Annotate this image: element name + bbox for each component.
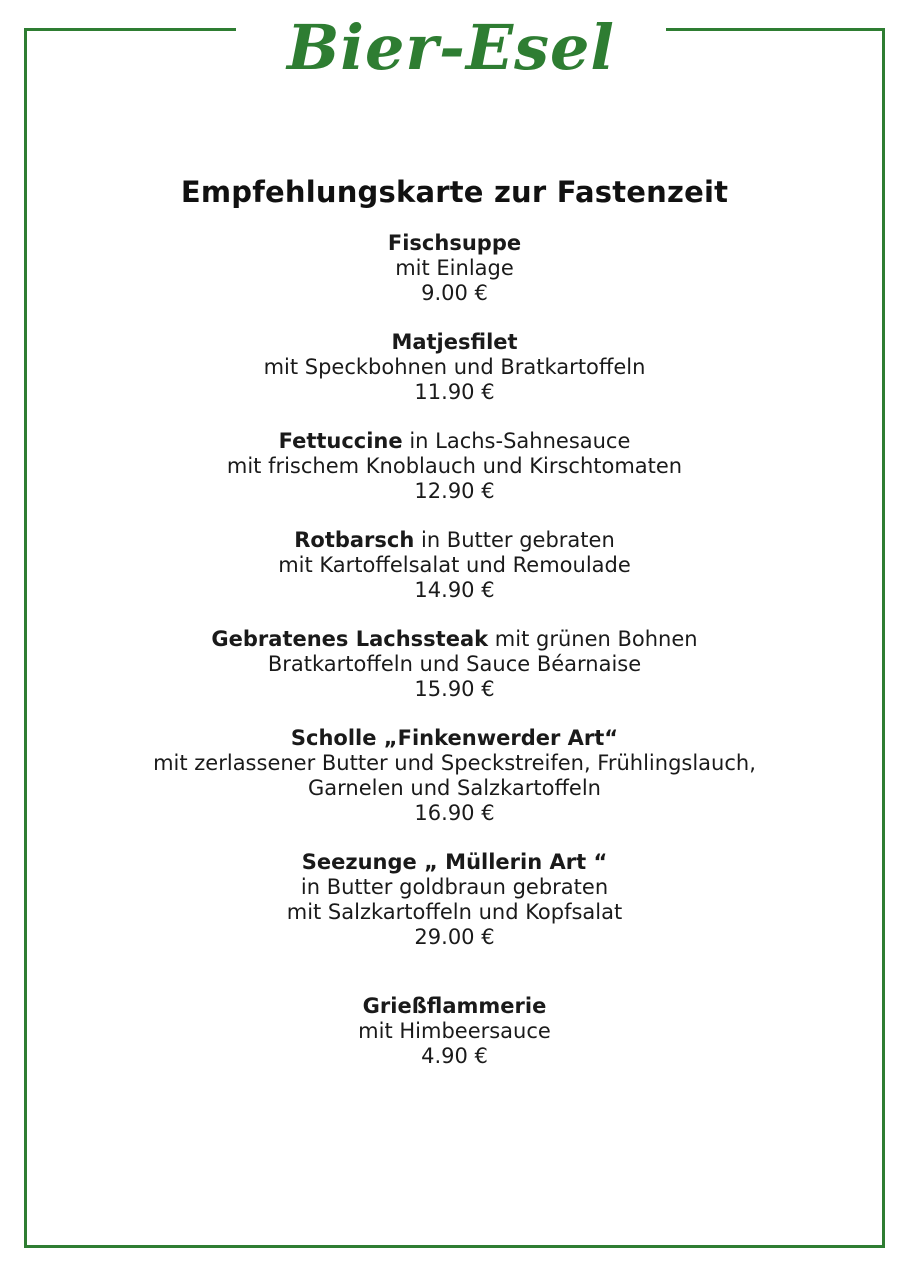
menu-item-description: mit Speckbohnen und Bratkartoffeln bbox=[263, 355, 646, 379]
menu-item bbox=[60, 627, 849, 702]
menu-item-title-line bbox=[60, 726, 849, 751]
menu-item-title-line bbox=[60, 231, 849, 256]
menu-item bbox=[60, 330, 849, 405]
menu-item-name-suffix: in Lachs-Sahnesauce bbox=[402, 429, 631, 453]
menu-item-name: Matjesfilet bbox=[391, 330, 518, 354]
menu-item bbox=[60, 528, 849, 603]
menu-item-description: mit Einlage bbox=[395, 256, 514, 280]
logo-band bbox=[236, 0, 666, 96]
menu-item-description: in Butter goldbraun gebraten bbox=[300, 875, 609, 899]
restaurant-logo: Bier-Esel bbox=[287, 11, 615, 84]
menu-item bbox=[60, 726, 849, 826]
menu-item bbox=[60, 231, 849, 306]
menu-item-price: 15.90 € bbox=[414, 677, 495, 701]
menu-item-price: 29.00 € bbox=[414, 925, 495, 949]
menu-content bbox=[60, 175, 849, 1093]
menu-item-title-line bbox=[60, 994, 849, 1019]
menu-item-title-line bbox=[60, 850, 849, 875]
menu-item bbox=[60, 429, 849, 504]
menu-item-name: Fischsuppe bbox=[387, 231, 522, 255]
page-title: Empfehlungskarte zur Fastenzeit bbox=[180, 175, 729, 209]
menu-item-name: Grießflammerie bbox=[362, 994, 547, 1018]
menu-item-description: mit Kartoffelsalat und Remoulade bbox=[278, 553, 631, 577]
menu-item-name: Gebratenes Lachssteak bbox=[211, 627, 489, 651]
menu-item-description: mit Himbeersauce bbox=[358, 1019, 551, 1043]
menu-item-name-suffix: mit grünen Bohnen bbox=[488, 627, 698, 651]
menu-item-price: 11.90 € bbox=[414, 380, 495, 404]
menu-item-name-suffix: in Butter gebraten bbox=[414, 528, 615, 552]
menu-item bbox=[60, 994, 849, 1069]
menu-item-description: mit zerlassener Butter und Speckstreifen, Frühlingslauch, bbox=[153, 751, 756, 775]
menu-item bbox=[60, 850, 849, 950]
menu-item-description: Garnelen und Salzkartoffeln bbox=[308, 776, 601, 800]
menu-item-price: 16.90 € bbox=[414, 801, 495, 825]
menu-item-name: Scholle „Finkenwerder Art“ bbox=[290, 726, 619, 750]
menu-item-price: 12.90 € bbox=[414, 479, 495, 503]
menu-item-description: mit Salzkartoffeln und Kopfsalat bbox=[286, 900, 623, 924]
menu-item-price: 14.90 € bbox=[414, 578, 495, 602]
menu-item-name: Rotbarsch bbox=[294, 528, 415, 552]
menu-item-price: 4.90 € bbox=[421, 1044, 488, 1068]
menu-item-price: 9.00 € bbox=[421, 281, 488, 305]
menu-item-description: mit frischem Knoblauch und Kirschtomaten bbox=[226, 454, 683, 478]
menu-item-title-line bbox=[60, 330, 849, 355]
menu-item-name: Fettuccine bbox=[278, 429, 403, 453]
menu-item-title-line bbox=[60, 627, 849, 652]
menu-item-title-line bbox=[60, 429, 849, 454]
menu-item-list bbox=[60, 231, 849, 1069]
menu-item-description: Bratkartoffeln und Sauce Béarnaise bbox=[267, 652, 642, 676]
menu-item-name: Seezunge „ Müllerin Art “ bbox=[301, 850, 608, 874]
menu-item-title-line bbox=[60, 528, 849, 553]
